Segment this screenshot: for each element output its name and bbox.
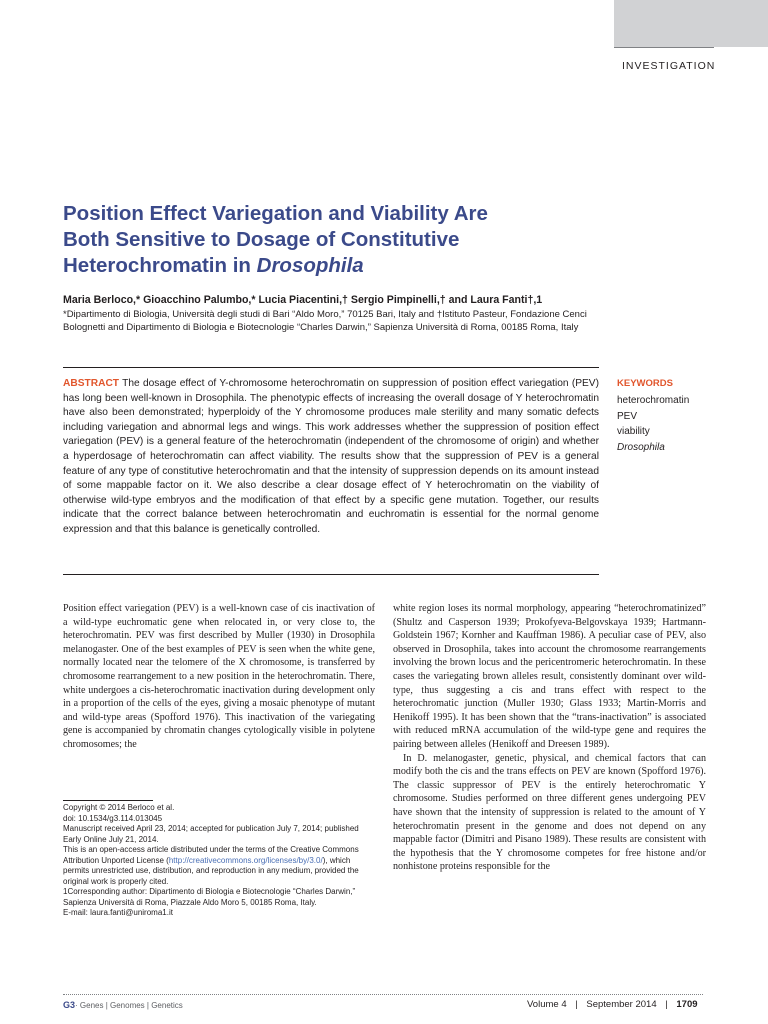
author-list: Maria Berloco,* Gioacchino Palumbo,* Lucia Piacentini,† Sergio Pimpinelli,† and Laura Fanti†,1 [63,294,543,306]
keywords-heading: KEYWORDS [617,378,673,389]
title-line-3 [63,253,623,279]
footnote-block [63,803,375,919]
footnote-rule [63,800,153,801]
abstract-heading: ABSTRACT [63,378,120,389]
license-line [63,845,375,887]
body-column-right [393,602,706,874]
page-number: 1709 [676,999,698,1010]
footer-rule [63,994,703,995]
doi-line: doi: 10.1534/g3.114.013045 [63,813,163,823]
affiliations: *Dipartimento di Biologia, Università degli studi di Bari “Aldo Moro,” 70125 Bari, Italy and †Istituto Pasteur, Fondazione Cenci Bolognetti and Dipartimento di Biologia e Biotecnologie “Charles Darwin,” Sapienza Università di Roma, 00185 Roma, Italy [63,309,587,333]
abstract-bottom-rule [63,574,599,575]
title-line-3-text: Heterochromatin in [63,254,257,277]
corresponding-line: 1Corresponding author: Dipartimento di Biologia e Biotecnologie “Charles Darwin,” Sapienza Università di Roma, Piazzale Aldo Moro 5, 00185 Roma, Italy. [63,887,356,907]
email-link[interactable]: laura.fanti@uniroma1.it [90,908,173,917]
title-line-2: Both Sensitive to Dosage of Constitutive [63,228,460,251]
article-title [63,201,623,279]
body-paragraph: white region loses its normal morphology, appearing “heterochromatinized” (Shultz and Casperson 1939; Prokofyeva-Belgovskaya 1939; Hartmann-Goldstein 1967; Kornher and Kauffman 1986). A peculiar case of PEV, also observed in Drosophila, takes into account the chromosome rearrangements involving the brown locus and the pericentromeric heterochromatin. In these cases the variegating brown alleles result, consistently dominant over wild-type, thus suggesting a cis and trans effect with respect to the heterochromatic junction (Muller 1930; Glass 1933; Martin-Morris and Henikoff 1995). It has been shown that the “trans-inactivation” is associated with reduced mRNA accumulation of the wild-type gene and requires the pairing between alleles (Henikoff and Dreesen 1989). [393,603,706,750]
keyword-item: PEV [617,410,638,422]
body-paragraph: Position effect variegation (PEV) is a well-known case of cis inactivation of a wild-type euchromatic gene when relocated in, or very close to, the heterochromatin. PEV was first described by Muller (1930) in Drosophila melanogaster. One of the best examples of PEV is seen when the white gene, normally located near the telomere of the X chromosome, is transferred by chromosome rearrangement to a new position in the heterochromatin. There, white undergoes a cis-heterochromatic inactivation during development only in a proportion of the cells of the eyes, giving a mosaic phenotype of mutant and wild-type areas (Spofford 1976). This inactivation of the variegating gene is accompanied by chromatin changes cytologically visible in polytene chromosomes; the [63,603,375,750]
keyword-item: Drosophila [617,441,665,453]
keyword-item: heterochromatin [617,395,690,406]
license-text: This is an open-access article distributed under the terms of the Creative Commons Attribution Unported License ( [63,845,359,865]
keywords-list [617,393,689,455]
license-link[interactable]: http://creativecommons.org/licenses/by/3.0/ [168,855,323,865]
received-line: Manuscript received April 23, 2014; accepted for publication July 7, 2014; published Early Online July 21, 2014. [63,824,359,844]
title-line-3-italic: Drosophila [256,254,364,277]
title-line-1: Position Effect Variegation and Viability Are [63,202,488,225]
journal-name: · Genes | Genomes | Genetics [75,1001,183,1010]
body-column-left [63,602,375,752]
email-line [63,908,375,919]
abstract-text: The dosage effect of Y-chromosome heterochromatin on suppression of position effect variegation (PEV) has long been well-known in Drosophila. The phenotypic effects of increasing the overall dosage of Y heterochromatin have also been demonstrated; hyperploidy of the Y chromosome produces male sterility and many somatic defects including variegation and abnormal legs and wings. This work addresses whether the suppression of position effect variegation (PEV) is a general feature of the heterochromatin (independent of the chromosome of origin) and whether a hyperdosage of heterochromatin can affect viability. The results show that the suppression of PEV is a general feature of any type of constitutive heterochromatin and that the intensity of suppression depends on its amount instead of some mappable factor on it. We also describe a clear dosage effect of Y heterochromatin on the viability of otherwise wild-type embryos and the modification of that effect by a specific gene mutation. Together, our results indicate that the correct balance between heterochromatin and euchromatin is essential for the normal genome expression and that this balance is genetically controlled. [63,378,599,535]
body-paragraph: In D. melanogaster, genetic, physical, and chemical factors that can modify both the cis and the trans effects on PEV are known (Spofford 1976). The classic suppressor of PEV is the entirely heterochromatic Y chromosome. Studies performed on three different genes undergoing PEV have shown that the intensity of suppression is related to the amount of Y heterochromatin present in the genome and does not depend on any mappable factor (Dimitri and Pisano 1989). These results are consistent with the hypothesis that the Y chromosome competes for free histone and/or nonhistone proteins responsible for the [393,752,706,873]
volume-label: Volume 4 [527,999,567,1010]
email-label: E-mail: [63,908,91,917]
license-text-end: ), which permits unrestricted use, distribution, and reproduction in any medium, provided the original work is properly cited. [63,855,359,886]
issue-date: September 2014 [586,999,657,1010]
header-band [614,0,768,47]
keyword-item: viability [617,426,650,437]
g3-logo-icon: G3 [63,1000,76,1010]
abstract-block [63,377,599,538]
copyright-line: Copyright © 2014 Berloco et al. [63,803,175,812]
abstract-top-rule [63,367,599,368]
journal-logo [63,1000,183,1010]
page-info: Volume 4 | September 2014 | 1709 [527,999,698,1010]
section-label: INVESTIGATION [622,60,716,72]
header-rule [614,47,714,48]
